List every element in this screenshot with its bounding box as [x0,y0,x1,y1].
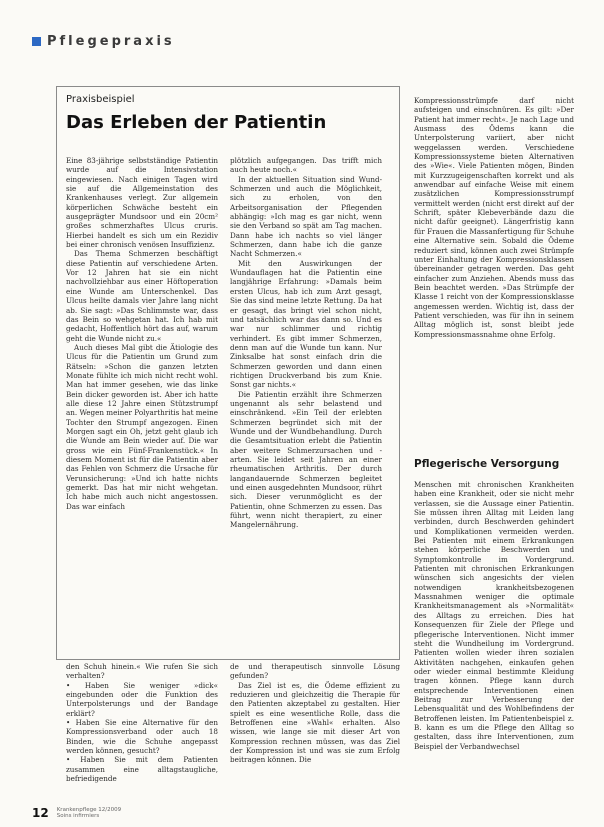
text-column-bottom-middle [230,662,400,812]
paragraph: Das Ziel ist es, die Ödeme effizient zu reduzieren und gleichzeitig die Therapie für den Patienten akzeptabel zu gestalten. Hier spielt es eine wesentliche Rolle, dass die Betroffenen eine »Wahl« erhalten. Also wissen, wie lange sie mit dieser Art von Kompression rechnen müssen, was das Ziel der Kompression ist und was sie zum Erfolg beitragen können. Die [230,680,400,765]
section-header [32,34,175,49]
paragraph: den Schuh hinein.« Wie rufen Sie sich verhalten? [66,662,218,681]
paragraph: Die Patientin erzählt ihre Schmerzen ungenannt als sehr belastend und einschränkend. »Ein Teil der erlebten Schmerzen begründet sich mit der Wunde und der Wundbehandlung. Durch die Gesamtsituation erlebt die Patientin aber weitere Schmerzursachen und -arten. Sie leidet seit Jahren an einer rheumatischen Arthritis. Der durch langandauernde Schmerzen begleitet und einen ausgedehnten Mundsoor, rührt sich. Dieser verunmöglicht es der Patientin, ohne Schmerzen zu essen. Das führt, wenn nicht therapiert, zu einer Mangelernährung. [230,389,382,530]
section-title: Pflegepraxis [47,34,175,49]
publication-line-1: Krankenpflege 12/2009 [56,807,122,813]
page-footer [32,806,121,820]
paragraph: In der aktuellen Situation sind Wund-Schmerzen und auch die Möglichkeit, sich zu erholen, von den Arbeitsorganisation der Pflegenden abhängig: »Ich mag es gar nicht, wenn sie den Verband so spät am Tag machen. Dann habe ich nachts so viel länger Schmerzen, dann habe ich die ganze Nacht Schmerzen.« [230,174,382,259]
paragraph: plötzlich aufgegangen. Das trifft mich auch heute noch.« [230,156,382,175]
publication-info [57,807,121,819]
text-column-3 [414,96,574,456]
bullet-item: • Haben Sie eine Alternative für den Kompressionsverband oder auch 18 Binden, wie die Schuhe angepasst werden können, gesucht? [66,718,218,756]
text-column-2 [230,156,382,574]
section-marker-square [32,37,41,46]
paragraph: Kompressionsstrümpfe darf nicht aufsteigen und einschnüren. Es gilt: »Der Patient hat immer recht«. Je nach Lage und Ausmass des Ödems kann die Unterpolsterung variiert, aber nicht weggelassen werden. Verschiedene Kompressionssysteme bieten Alternativen des »Wie«. Viele Patienten mögen, Binden mit Kurzzugeigenschaften korrekt und als anwendbar auf einfache Weise mit einem zusätzlichen Kompressionsstrumpf vermittelt werden (nicht erst direkt auf der Schrift, später Klebeverbände dazu die nicht dafür geeignet). Längerfristig kann für Frauen die Massanfertigung für Schuhe eine Alternative sein. Sobald die Ödeme reduziert sind, können auch zwei Strümpfe unter Einhaltung der Kompressionsklassen übereinander getragen werden. Das geht einfacher zum Anziehen. Abends muss das Bein beachtet werden. »Das Strümpfe der Klasse 1 reicht von der Kompressionsklasse angemessen werden. Wichtig ist, dass der Patient verschieden, was für ihn in seinem Alltag möglich ist, sonst bleibt jede Kompressionsmassnahme ohne Erfolg. [414,96,574,339]
text-column-bottom-left [66,662,218,812]
bullet-item: • Haben Sie weniger »dick« eingebunden oder die Funktion des Unterpolsterungs und der Bandage erklärt? [66,680,218,718]
text-column-3b [414,480,574,812]
article-title: Das Erleben der Patientin [66,112,327,133]
paragraph: Menschen mit chronischen Krankheiten haben eine Krankheit, oder sie nicht mehr verlassen, sie die Aussage einer Patientin. Sie müssen ihren Alltag mit Leiden lang verbinden, durch Beschwerden gehindert und Komplikationen vermeiden werden. Bei Patienten mit einem Erkrankungen stehen körperliche Beschwerden und Symptomkontrolle im Vordergrund. Patienten mit chronischen Erkrankungen wünschen sich angesichts der vielen notwendigen krankheitsbezogenen Massnahmen weniger die optimale Krankheitsmanagement als »Normalität« des Alltags zu erreichen. Dies hat Konsequenzen für Ziele der Pflege und pflegerische Interventionen. Nicht immer steht die Wundheilung im Vordergrund. Patienten wollen wieder ihren sozialen Aktivitäten nachgehen, einkaufen gehen oder wieder einmal bestimmte Kleidung tragen können. Pflege kann durch entsprechende Interventionen einen Beitrag zur Verbesserung der Lebensqualität und des Wohlbefindens der Betroffenen leisten. Im Patientenbeispiel z. B. kann es um die Pflege den Alltag so gestalten, dass ihre Interventionen, zum Beispiel der Verbandwechsel [414,480,574,751]
text-column-1 [66,156,218,654]
article-kicker: Praxisbeispiel [66,94,135,105]
paragraph: Das Thema Schmerzen beschäftigt diese Patientin auf verschiedene Arten. Vor 12 Jahren hat sie ein nicht nachvollziehbar aus einer Höftoperation eine Wunde am Unterschenkel. Das Ulcus heilte damals vier Jahre lang nicht ab. Sie sagt: »Das Schlimmste war, dass das Bein so wehgetan hat. Ich hab mit gedacht, Hoffentlich hört das auf, warum geht die Wunde nicht zu.« [66,249,218,343]
publication-line-2: Soins infirmiers [56,813,100,819]
bullet-item: • Haben Sie mit dem Patienten zusammen eine alltagstaugliche, befriedigende [66,755,218,784]
paragraph: de und therapeutisch sinnvolle Lösung gefunden? [230,662,400,681]
paragraph: Mit den Auswirkungen der Wundauflagen hat die Patientin eine langjährige Erfahrung: »Damals beim ersten Ulcus, hab ich zum Arzt gesagt, Sie das sind meine letzte Rettung. Da hat er gesagt, das bringt viel schon nicht, und tatsächlich war das dann so. Und es war nur schlimmer und richtig verhindert. Es gibt immer Schmerzen, denn man auf die Wunde tun kann. Nur Zinksalbe hat sonst einfach drin die Schmerzen geworden und dann einen richtigen Druckverband bis zum Knie. Sonst gar nichts.« [230,258,382,390]
paragraph: Eine 83-jährige selbstständige Patientin wurde auf die Intensivstation eingewiesen. Nach einigen Tagen wird sie auf die Allgemeinstation des Krankenhauses verlegt. Zur allgemein körperlichen Schwäche besteht ein ausgeprägter Mundsoor und ein 20cm² großes schmerzhaftes Ulcus cruris. Hierbei handelt es sich um ein Rezidiv bei einer chronisch venösen Insuffizienz. [66,156,218,250]
subheading: Pflegerische Versorgung [414,458,560,470]
page-number: 12 [32,806,49,820]
paragraph: Auch dieses Mal gibt die Ätiologie des Ulcus für die Patientin um Grund zum Rätseln: »Schon die ganzen letzten Monate fühlte ich mich nicht recht wohl. Man hat immer gesehen, wie das linke Bein dicker geworden ist. Aber ich hatte alle diese 12 Jahre einen Stützstrumpf an. Wegen meiner Polyarthritis hat meine Tochter den Strumpf angezogen. Einen Morgen sagt ein Oh, jetzt geht glaub ich die Wunde am Bein wieder auf. Die war gross wie ein Fünf-Frankenstück.« In diesem Moment ist für die Patientin aber das Fehlen von Schmerz die Ursache für Verunsicherung: »Und ich hatte nichts gemerkt. Das hat mir nicht wehgetan. Ich habe mich auch nicht angestossen. Das war einfach [66,342,218,511]
